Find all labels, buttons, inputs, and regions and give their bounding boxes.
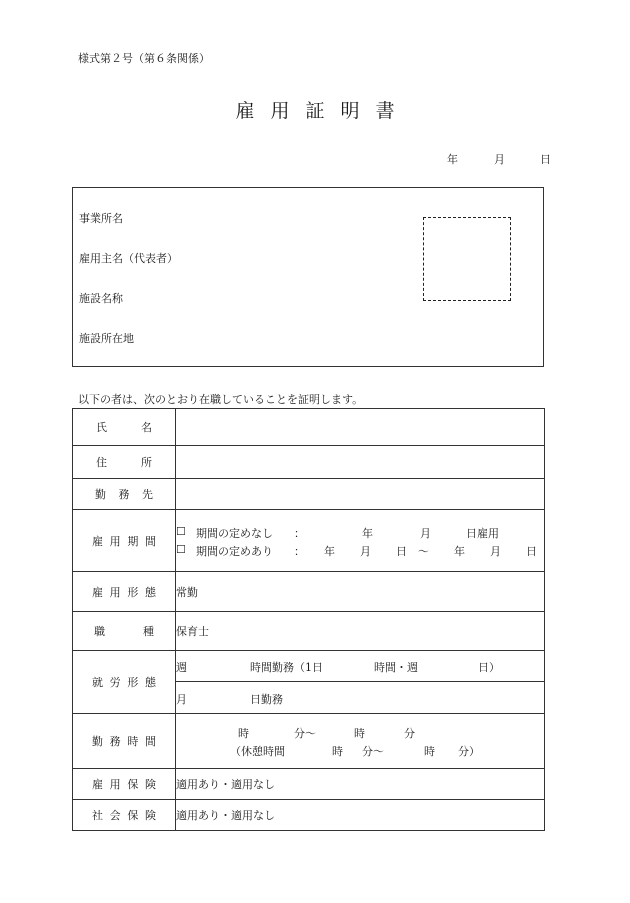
definite-year-start: 年 <box>324 544 335 558</box>
name-label: 氏 名 <box>73 409 176 446</box>
definite-year-end: 年 <box>454 544 465 558</box>
table-row-address <box>73 446 545 479</box>
table-row-employment-period <box>73 510 545 572</box>
break-label: （休憩時間 <box>230 745 285 758</box>
table-row-employment-type <box>73 572 545 612</box>
employment-period-field <box>176 510 545 572</box>
employment-details-table <box>72 408 545 831</box>
occupation-value[interactable]: 保育士 <box>176 612 545 651</box>
work-pattern-label: 就 労 形 態 <box>73 651 176 714</box>
work-pattern-weekly[interactable] <box>176 651 545 682</box>
employment-insurance-label: 雇 用 保 険 <box>73 769 176 800</box>
work-pattern-monthly[interactable] <box>176 682 545 714</box>
break-start-hour: 時 <box>332 745 343 758</box>
date-month-label: 月 <box>494 153 505 166</box>
business-name-label: 事業所名 <box>79 212 123 225</box>
period-definite-option[interactable] <box>176 541 544 559</box>
definite-month-end: 月 <box>490 544 501 558</box>
seal-stamp-area[interactable] <box>423 217 511 301</box>
certification-statement: 以下の者は、次のとおり在職していることを証明します。 <box>78 393 364 406</box>
indefinite-text: 期間の定めなし <box>196 526 273 540</box>
employer-info-box <box>72 187 544 367</box>
social-insurance-value[interactable]: 適用あり・適用なし <box>176 800 545 831</box>
weekly-hours-week: 時間・週 <box>374 661 418 674</box>
start-minute: 分～ <box>294 727 316 740</box>
facility-address-label: 施設所在地 <box>79 332 134 345</box>
table-row-workplace <box>73 479 545 510</box>
form-number: 様式第２号（第６条関係） <box>78 52 210 65</box>
employment-type-value[interactable]: 常勤 <box>176 572 545 612</box>
break-end-minute: 分） <box>458 745 480 758</box>
definite-tilde: ～ <box>418 544 429 558</box>
working-hours-label: 勤 務 時 間 <box>73 714 176 769</box>
employment-type-label: 雇 用 形 態 <box>73 572 176 612</box>
end-minute: 分 <box>404 727 415 740</box>
occupation-label: 職 種 <box>73 612 176 651</box>
period-indefinite-option[interactable] <box>176 523 544 541</box>
definite-colon: ： <box>294 544 305 558</box>
document-title: 雇用証明書 <box>235 100 411 122</box>
table-row-employment-insurance <box>73 769 545 800</box>
break-end-hour: 時 <box>424 745 435 758</box>
definite-text: 期間の定めあり <box>196 544 273 558</box>
indefinite-year: 年 <box>362 526 373 540</box>
weekly-hours-work: 時間勤務（1日 <box>250 661 323 674</box>
facility-name-label: 施設名称 <box>79 292 123 305</box>
monthly-days-work: 日勤務 <box>250 692 283 706</box>
working-hours-field[interactable] <box>176 714 545 769</box>
end-hour: 時 <box>354 727 365 740</box>
employer-name-label: 雇用主名（代表者） <box>79 252 178 265</box>
weekly-days-close: 日） <box>478 661 500 674</box>
table-row-name <box>73 409 545 446</box>
table-row-social-insurance <box>73 800 545 831</box>
indefinite-month: 月 <box>420 526 431 540</box>
workplace-field[interactable] <box>176 479 545 510</box>
employment-period-label: 雇 用 期 間 <box>73 510 176 572</box>
address-field[interactable] <box>176 446 545 479</box>
table-row-working-hours <box>73 714 545 769</box>
checkbox-definite[interactable]: ☐ <box>176 542 186 556</box>
name-field[interactable] <box>176 409 545 446</box>
table-row-occupation <box>73 612 545 651</box>
indefinite-colon: ： <box>294 526 305 540</box>
date-year-label: 年 <box>447 153 458 166</box>
checkbox-indefinite[interactable]: ☐ <box>176 524 186 538</box>
address-label: 住 所 <box>73 446 176 479</box>
workplace-label: 勤 務 先 <box>73 479 176 510</box>
table-row-work-pattern-weekly <box>73 651 545 682</box>
date-day-label: 日 <box>540 153 551 166</box>
definite-month-start: 月 <box>360 544 371 558</box>
week-label: 週 <box>176 661 187 674</box>
employment-insurance-value[interactable]: 適用あり・適用なし <box>176 769 545 800</box>
indefinite-day-hired: 日雇用 <box>466 526 499 540</box>
definite-day-start: 日 <box>396 544 407 558</box>
social-insurance-label: 社 会 保 険 <box>73 800 176 831</box>
month-label: 月 <box>176 692 187 706</box>
start-hour: 時 <box>238 727 249 740</box>
definite-day-end: 日 <box>526 544 537 558</box>
break-start-minute: 分～ <box>362 745 384 758</box>
